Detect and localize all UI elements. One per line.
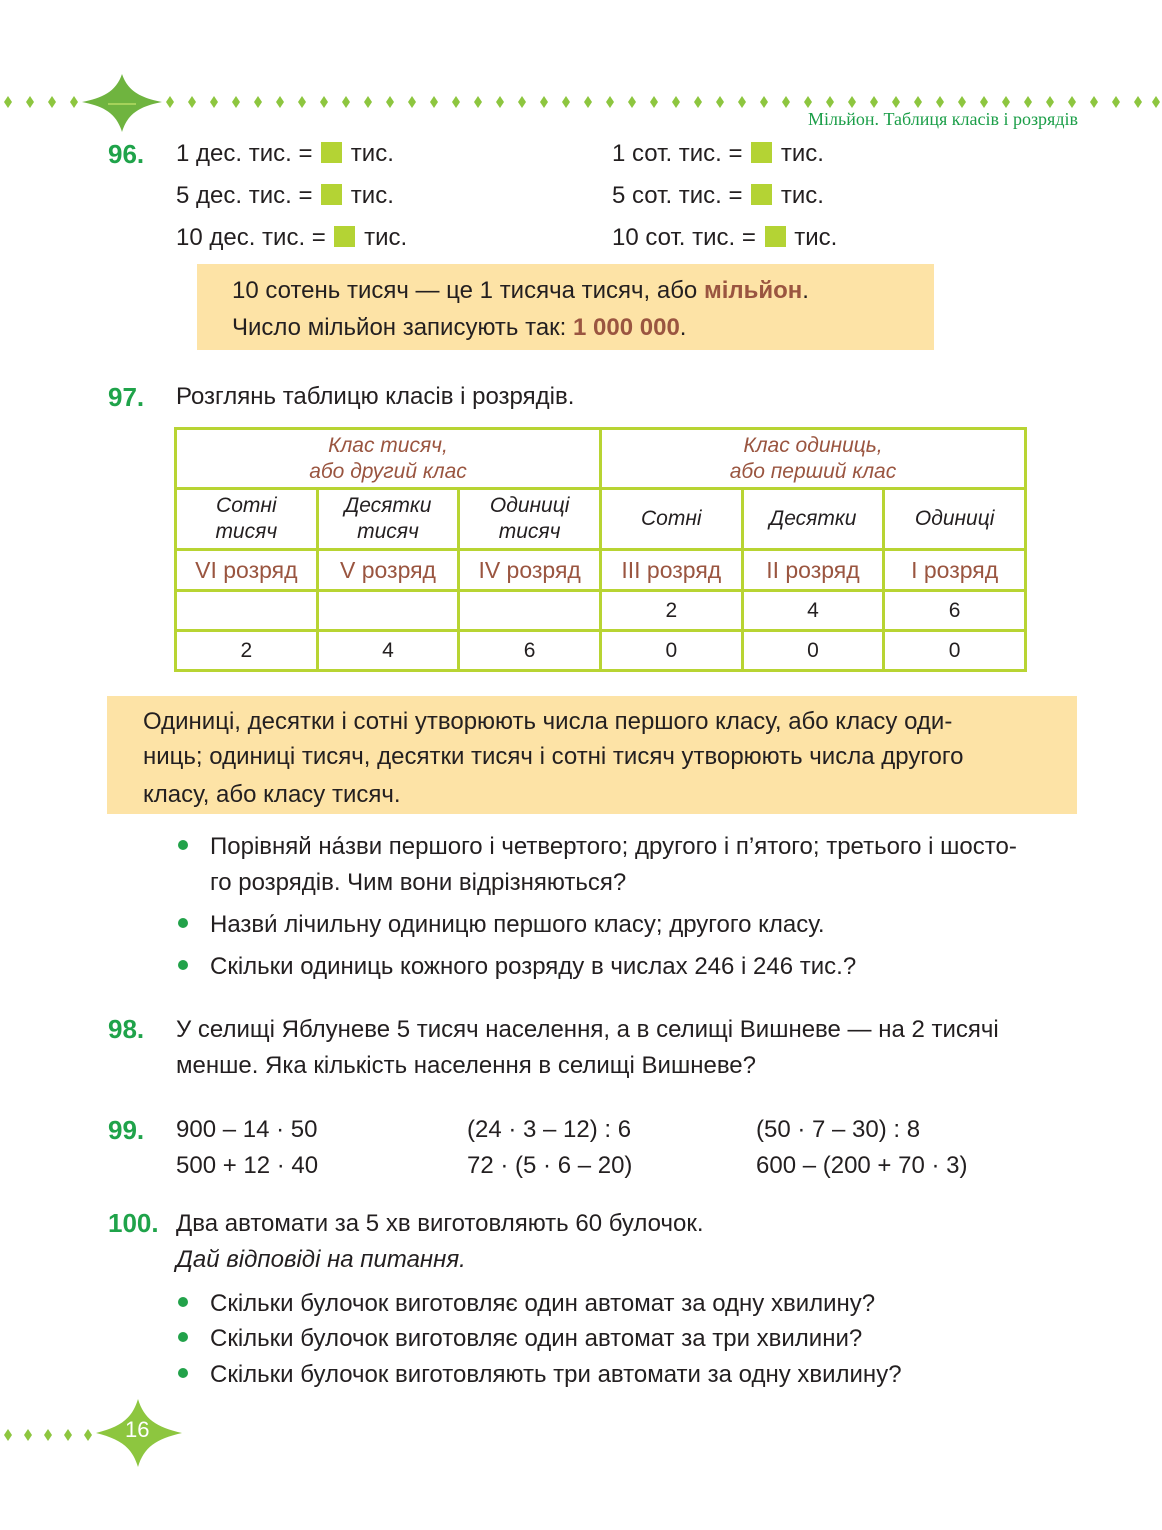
equation-unit: тис. [350,140,394,167]
question-line: Порівняй на́зви першого і четвертого; другого і п’ятого; третього і шосто- [210,833,1017,860]
question-line: Назви́ лічильну одиницю першого класу; другого класу. [210,911,825,938]
equation-left: 1 сот. тис. = [612,140,743,167]
equation-line [176,140,394,168]
equation-left: 5 сот. тис. = [612,182,743,209]
table-cell: 0 [742,631,884,671]
column-header-line: Десятки [769,507,857,530]
classes-and-ranks-table [174,427,1027,672]
rank-cell: III розряд [600,550,742,591]
column-header [317,489,459,550]
rank-cell: II розряд [742,550,884,591]
answer-blank[interactable] [751,142,772,163]
bullet-icon [178,960,188,970]
equation-unit: тис. [780,182,824,209]
rank-cell: IV розряд [459,550,601,591]
million-number: 1 000 000 [573,314,680,341]
equation-line [176,224,407,252]
exercise-text: Два автомати за 5 хв виготовляють 60 булочок. [176,1210,704,1237]
rank-cell: V розряд [317,550,459,591]
equation-unit: тис. [794,224,838,251]
class-units-header [600,429,1025,489]
answer-blank[interactable] [321,142,342,163]
exercise-number: 97. [108,382,145,412]
page-header-title: Мільйон. Таблиця класів і розрядів [808,109,1078,129]
exercise-instruction: Дай відповіді на питання. [176,1246,466,1273]
equation-unit: тис. [780,140,824,167]
answer-blank[interactable] [751,184,772,205]
page-number: 16 [125,1417,150,1442]
table-row [176,591,1026,631]
expression: 900 – 14 · 50 [176,1116,318,1143]
table-cell: 4 [742,591,884,631]
rule-box-million [197,264,934,350]
equation-left: 10 сот. тис. = [612,224,756,251]
bottom-decoration [0,1395,200,1470]
column-header [742,489,884,550]
expression: 500 + 12 · 40 [176,1152,319,1179]
table-cell: 6 [459,631,601,671]
exercise-number: 100. [108,1208,159,1238]
column-header [459,489,601,550]
answer-blank[interactable] [334,226,355,247]
table-cell: 6 [884,591,1026,631]
rule-box-classes [107,696,1077,814]
exercise-number: 96. [108,139,145,169]
table-cell: 0 [600,631,742,671]
table-cell: 4 [317,631,459,671]
equation-line [176,182,394,210]
class-thousands-header [176,429,601,489]
rule-text: 10 сотень тисяч — це 1 тисяча тисяч, або [232,277,704,304]
exercise-number: 99. [108,1115,145,1145]
question-line: Скільки одиниць кожного розряду в числах 246 і 246 тис.? [210,953,857,980]
expression: 72 · (5 · 6 – 20) [467,1152,633,1179]
column-header [176,489,318,550]
rule-line: ниць; одиниці тисяч, десятки тисяч і сотні тисяч утворюють числа другого [143,743,964,770]
rule-text: Число мільйон записують так: [232,314,574,341]
column-header-line: Сотні [641,507,702,530]
equation-line [612,140,824,168]
question-line: Скільки булочок виготовляє один автомат за три хвилини? [210,1325,863,1352]
table-cell [176,591,318,631]
question-line: Скільки булочок виготовляє один автомат за одну хвилину? [210,1290,876,1317]
expression: (50 · 7 – 30) : 8 [756,1116,921,1143]
bullet-icon [178,840,188,850]
exercise-text: У селищі Яблуневе 5 тисяч населення, а в селищі Вишневе — на 2 тисячі [176,1016,999,1043]
class-header-line: Клас одиниць, [743,433,883,457]
term-million: мільйон [703,277,803,304]
bullet-icon [178,1368,188,1378]
table-row [176,631,1026,671]
expression: (24 · 3 – 12) : 6 [467,1116,632,1143]
exercise-number: 98. [108,1014,145,1044]
answer-blank[interactable] [765,226,786,247]
rule-text: . [679,314,687,341]
class-header-line: або перший клас [729,459,897,483]
answer-blank[interactable] [321,184,342,205]
column-header-line: Десятки [344,494,432,517]
exercise-text: менше. Яка кількість населення в селищі Вишневе? [176,1052,756,1079]
table-cell [317,591,459,631]
question-line: Скільки булочок виготовляють три автомати за одну хвилину? [210,1361,902,1388]
table-cell: 2 [176,631,318,671]
exercise-text: Розглянь таблицю класів і розрядів. [176,383,575,410]
question-line: го розрядів. Чим вони відрізняються? [210,869,627,896]
table-cell: 0 [884,631,1026,671]
bullet-icon [178,1297,188,1307]
table-cell: 2 [600,591,742,631]
class-header-line: Клас тисяч, [328,433,448,457]
column-header-line: тисяч [215,520,278,543]
equation-unit: тис. [364,224,408,251]
rule-line [232,277,809,305]
rank-cell: VI розряд [176,550,318,591]
column-header-line: тисяч [498,520,561,543]
rule-line: Одиниці, десятки і сотні утворюють числа першого класу, або класу оди- [143,708,953,735]
rank-cell: I розряд [884,550,1026,591]
bullet-icon [178,918,188,928]
table-cell [459,591,601,631]
equation-line [612,182,824,210]
column-header [600,489,742,550]
rule-line: класу, або класу тисяч. [143,781,401,808]
column-header-line: Одиниці [914,507,995,530]
column-header-line: Одиниці [489,494,570,517]
rule-line [232,314,686,342]
class-header-line: або другий клас [309,459,467,483]
rule-text: . [802,277,809,304]
equation-left: 5 дес. тис. = [176,182,313,209]
equation-left: 1 дес. тис. = [176,140,313,167]
equation-unit: тис. [350,182,394,209]
column-header-line: тисяч [357,520,419,543]
column-header-line: Сотні [216,494,277,517]
equation-line [612,224,837,252]
column-header [884,489,1026,550]
expression: 600 – (200 + 70 · 3) [756,1152,968,1179]
equation-left: 10 дес. тис. = [176,224,326,251]
bullet-icon [178,1332,188,1342]
